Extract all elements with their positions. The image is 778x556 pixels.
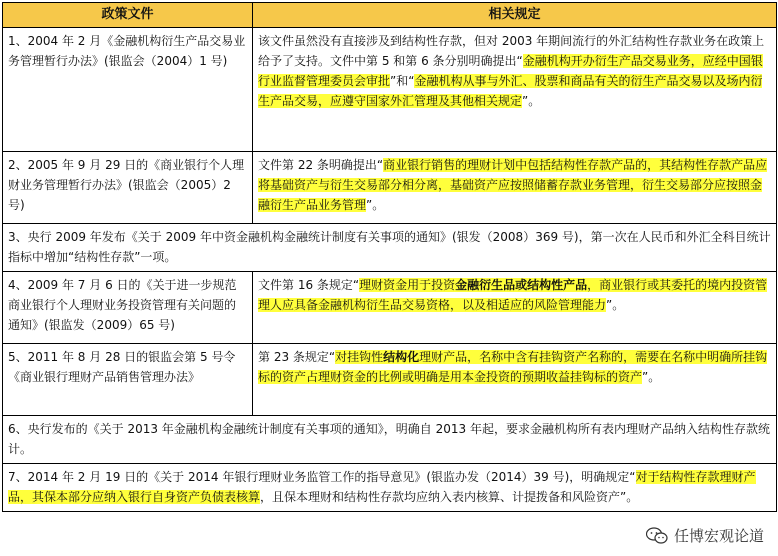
full-width-cell: 6、央行发布的《关于 2013 年金融机构金融统计制度有关事项的通知》，明确自 2013 年起，要求金融机构所有表内理财产品纳入结构性存款统计。 bbox=[3, 416, 777, 464]
watermark-text: 任博宏观论道 bbox=[673, 527, 764, 545]
policy-doc-cell: 2、2005 年 9 月 29 日的《商业银行个人理财业务管理暂行办法》(银监会（2005）2 号) bbox=[3, 152, 253, 224]
header-policy-doc: 政策文件 bbox=[3, 3, 253, 28]
rule-text: 文件第 22 条明确提出“ bbox=[258, 158, 384, 172]
rule-cell bbox=[253, 344, 777, 416]
full-width-cell: 3、央行 2009 年发布《关于 2009 年中资金融机构金融统计制度有关事项的通知》(银发（2008）369 号)，第一次在人民币和外汇全科目统计指标中增加“结构性存款”一项。 bbox=[3, 224, 777, 272]
rule-text: 文件第 16 条规定“ bbox=[258, 278, 360, 292]
policy-doc-cell: 1、2004 年 2 月《金融机构衍生产品交易业务管理暂行办法》(银监会（2004）1 号) bbox=[3, 28, 253, 152]
rule-text: ，且保本理财和结构性存款均应纳入表内核算、计提拨备和风险资产”。 bbox=[260, 490, 639, 504]
header-related-rules: 相关规定 bbox=[253, 3, 777, 28]
rule-highlight: 对于结构性存款理财产品，其保本部分应纳入银行自身资产负债表核算 bbox=[8, 470, 756, 504]
rule-text: ”。 bbox=[522, 94, 541, 108]
table-row bbox=[3, 152, 777, 224]
rule-highlight-bold: 结构化 bbox=[383, 350, 420, 364]
policy-doc-cell: 4、2009 年 7 月 6 日的《关于进一步规范商业银行个人理财业务投资管理有关问题的通知》(银监发（2009）65 号) bbox=[3, 272, 253, 344]
rule-text: ”。 bbox=[606, 298, 625, 312]
rule-cell bbox=[253, 28, 777, 152]
table-row bbox=[3, 28, 777, 152]
rule-highlight: 金融机构从事与外汇、股票和商品有关的衍生产品交易以及场内衍生产品交易，应遵守国家外汇管理及其他相关规定 bbox=[258, 74, 763, 108]
table-row bbox=[3, 272, 777, 344]
table-header-row bbox=[3, 3, 777, 28]
table-row bbox=[3, 344, 777, 416]
rule-highlight: ，商业银行或其委托的境内投资管理人应具备金融机构衍生品交易资格，以及相适应的风险管理能力 bbox=[258, 278, 768, 312]
rule-cell bbox=[253, 152, 777, 224]
policy-doc-cell: 5、2011 年 8 月 28 日的银监会第 5 号令《商业银行理财产品销售管理办法》 bbox=[3, 344, 253, 416]
rule-text: 7、2014 年 2 月 19 日的《关于 2014 年银行理财业务监管工作的指导意见》(银监办发（2014）39 号)，明确规定“ bbox=[8, 470, 636, 484]
watermark bbox=[642, 523, 768, 548]
wechat-icon bbox=[646, 527, 668, 545]
table-row bbox=[3, 416, 777, 464]
rule-highlight: 对挂钩性 bbox=[335, 350, 384, 364]
rule-text: 该文件虽然没有直接涉及到结构性存款，但对 2003 年期间流行的外汇结构性存款业务在政策上给予了支持。文件中第 5 和第 6 条分别明确提出“ bbox=[258, 34, 765, 68]
rule-text: ”。 bbox=[366, 198, 385, 212]
rule-highlight-bold: 金融衍生品或结构性产品 bbox=[455, 278, 588, 292]
rule-cell bbox=[253, 272, 777, 344]
rule-text: ”。 bbox=[642, 370, 661, 384]
table-row bbox=[3, 464, 777, 512]
rule-text: ”和“ bbox=[390, 74, 415, 88]
full-width-cell bbox=[3, 464, 777, 512]
table-row bbox=[3, 224, 777, 272]
rule-highlight: 金融机构开办衍生产品交易业务，应经中国银行业监督管理委员会审批 bbox=[258, 54, 763, 88]
rule-highlight: 商业银行销售的理财计划中包括结构性存款产品的，其结构性存款产品应将基础资产与衍生交易部分相分离，基础资产应按照储蓄存款业务管理，衍生交易部分应按照金融衍生产品业务管理 bbox=[258, 158, 768, 212]
rule-highlight: 理财资金用于投资 bbox=[359, 278, 456, 292]
rule-text: 第 23 条规定“ bbox=[258, 350, 336, 364]
rule-highlight: 理财产品，名称中含有挂钩资产名称的，需要在名称中明确所挂钩标的资产占理财资金的比例或明确是用本金投资的预期收益挂钩标的资产 bbox=[258, 350, 768, 384]
policy-table bbox=[2, 2, 777, 512]
